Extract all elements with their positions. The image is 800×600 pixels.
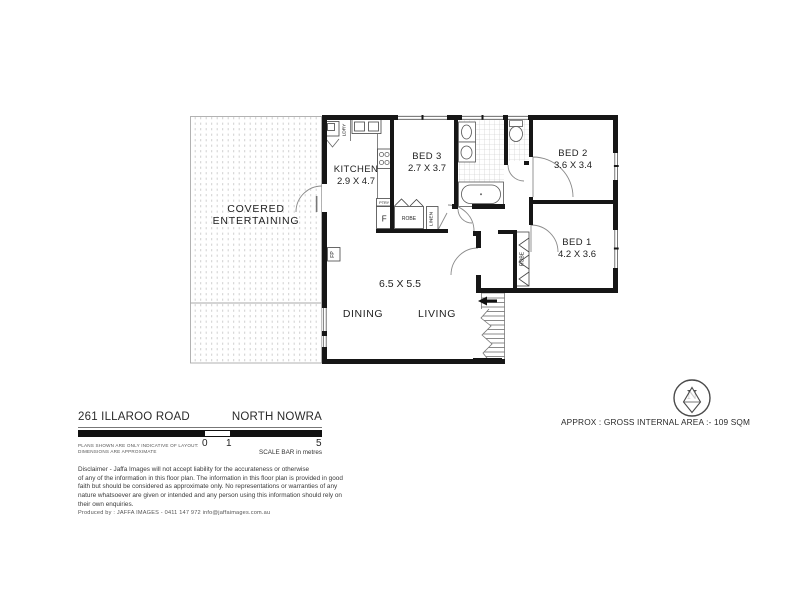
gross-area-note: APPROX : GROSS INTERNAL AREA :- 109 SQM: [561, 417, 751, 427]
laundry-label: LDRY: [342, 123, 348, 137]
north-compass-icon: [674, 380, 710, 416]
robes-and-linen: [395, 199, 530, 286]
disclaimer-line1: Disclaimer - Jaffa Images will not accept liability for the accurateness or otherwise: [78, 466, 310, 473]
bed1-label: BED 1: [562, 237, 592, 248]
scale-caption: SCALE BAR in metres: [259, 449, 322, 456]
deck-label-line1: COVERED: [227, 203, 285, 215]
street-address: 261 ILLAROO ROAD: [78, 411, 190, 423]
plans-note-line2: DIMENSIONS ARE APPROXIMATE: [78, 448, 157, 454]
living-dims: 6.5 X 5.5: [378, 278, 422, 290]
kitchen-label: KITCHEN: [333, 164, 379, 175]
robe-bed3-label: ROBE: [401, 216, 417, 222]
title-block: [78, 411, 322, 423]
deck-label-line2: ENTERTAINING: [212, 215, 300, 227]
stove: [378, 149, 391, 169]
living-label: LIVING: [417, 308, 457, 320]
bed2-label: BED 2: [558, 148, 588, 159]
entry-steps: [478, 293, 505, 363]
plans-note: [78, 443, 199, 454]
scale-bar-white-segment: [205, 431, 230, 436]
disclaimer-line2: of any of the information in this floor plan. The information in this floor plan is provided in good: [78, 474, 343, 482]
bed3-dims: 2.7 X 3.7: [407, 163, 447, 174]
scale-one: 1: [226, 438, 232, 449]
fireplace-label: FP: [329, 251, 336, 258]
covered-entertaining-deck: [191, 117, 322, 364]
scale-zero: 0: [202, 438, 208, 449]
linen-label: LINEN: [429, 211, 435, 227]
bed1-dims: 4.2 X 3.6: [557, 249, 597, 260]
kitchen-dims: 2.9 X 4.7: [336, 176, 376, 187]
title-rule: [78, 427, 322, 428]
bed2-dims: 3.6 X 3.4: [553, 160, 593, 171]
disclaimer: [78, 466, 343, 510]
suburb: NORTH NOWRA: [231, 411, 322, 423]
fridge-label: F: [381, 214, 387, 224]
pantry-label: PTRY: [379, 201, 390, 205]
kitchen-fixtures: [326, 120, 393, 262]
disclaimer-line5: their own enquiries.: [78, 500, 134, 508]
dining-label: DINING: [342, 308, 384, 320]
scale-five: 5: [316, 438, 322, 449]
wc-toilet: [510, 121, 523, 127]
scale-bar: [78, 430, 322, 437]
produced-by: Produced by : JAFFA IMAGES - 0411 147 972 info@jaffaimages.com.au: [78, 510, 271, 516]
plans-note-line1: PLANS SHOWN ARE ONLY INDICATIVE OF LAYOUT:: [78, 443, 199, 448]
disclaimer-line3: faith but should be considered as approximate only. No representations or warranties of any: [78, 483, 338, 491]
bed3-label: BED 3: [412, 151, 442, 162]
disclaimer-line4: nature whatsoever are given or intended and any person using this information should rely on: [78, 492, 342, 500]
robe-bed1-label: ROBE: [519, 251, 526, 267]
